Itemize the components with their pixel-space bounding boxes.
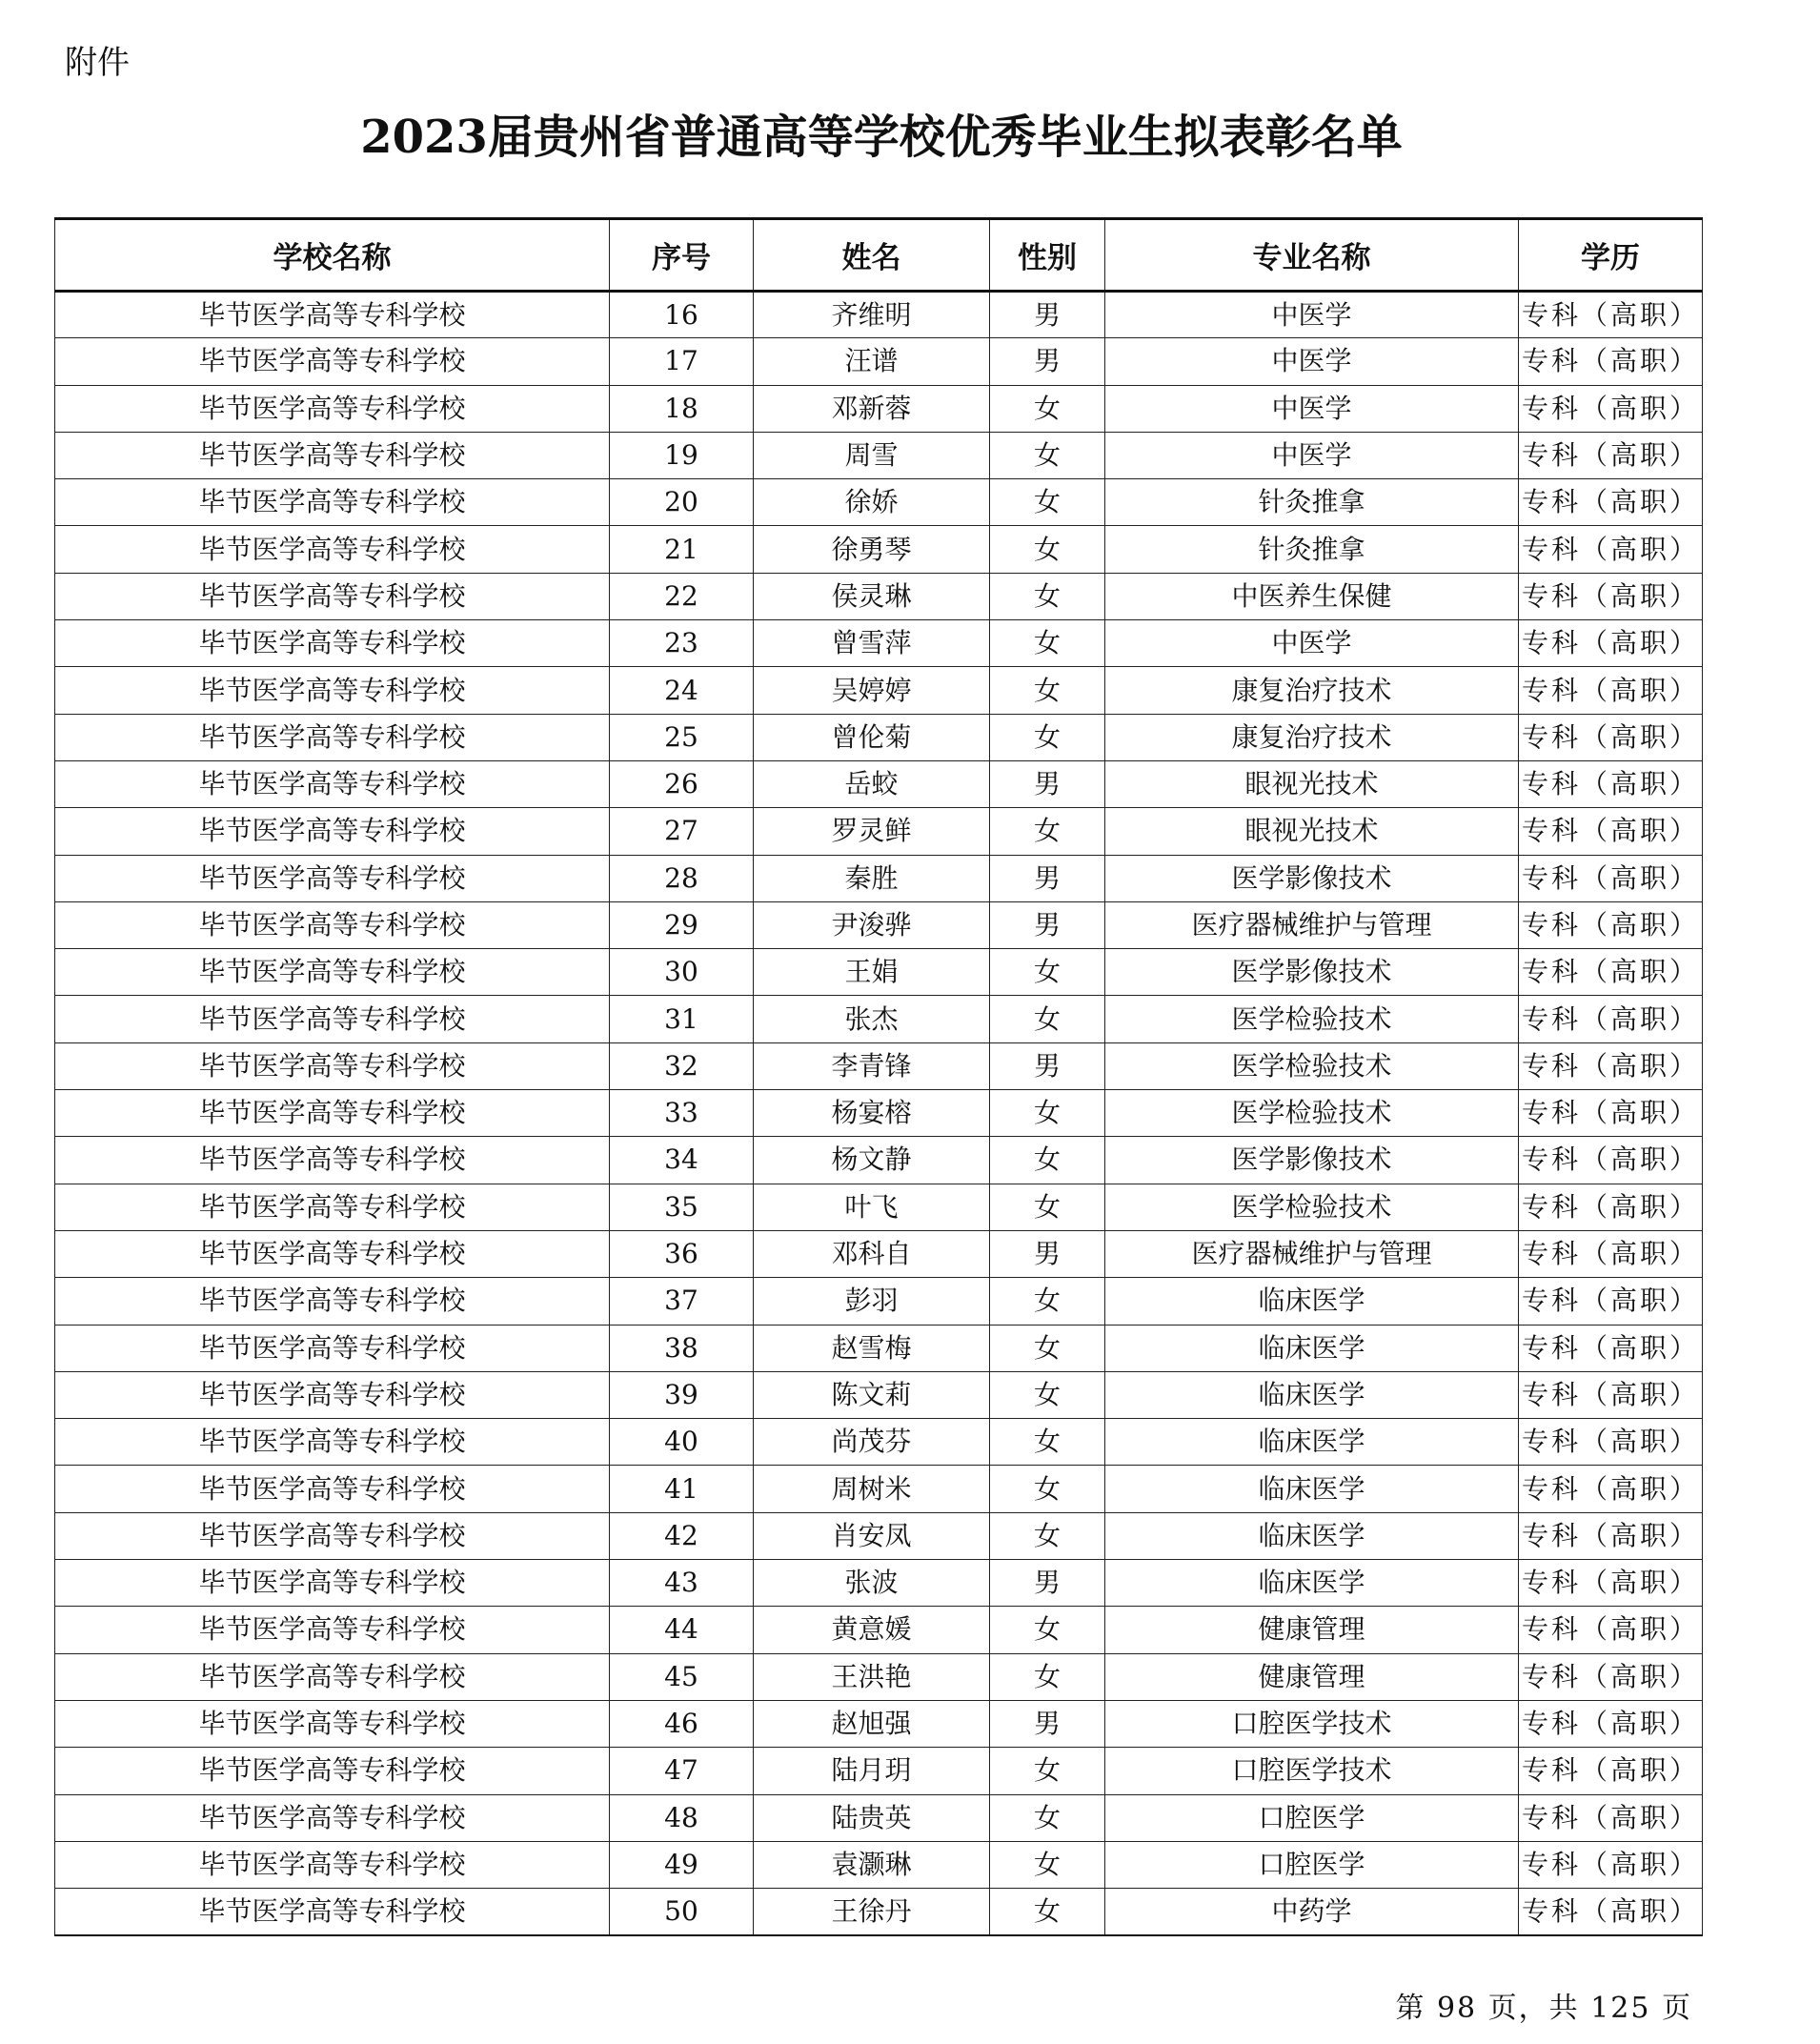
column-header-school: 学校名称 xyxy=(55,219,610,292)
table-row xyxy=(55,996,1703,1042)
cell-index: 31 xyxy=(610,996,754,1042)
cell-name: 王洪艳 xyxy=(754,1653,990,1700)
table-row xyxy=(55,1748,1703,1794)
cell-school: 毕节医学高等专科学校 xyxy=(55,1748,610,1794)
cell-name: 尚茂芬 xyxy=(754,1419,990,1466)
cell-name: 周树米 xyxy=(754,1466,990,1512)
cell-gender: 女 xyxy=(990,1371,1105,1418)
cell-index: 49 xyxy=(610,1841,754,1888)
table-row xyxy=(55,338,1703,385)
cell-school: 毕节医学高等专科学校 xyxy=(55,808,610,855)
column-header-name: 姓名 xyxy=(754,219,990,292)
table-row xyxy=(55,292,1703,338)
cell-name: 汪谱 xyxy=(754,338,990,385)
cell-major: 临床医学 xyxy=(1105,1560,1519,1607)
cell-index: 25 xyxy=(610,714,754,760)
cell-gender: 男 xyxy=(990,1560,1105,1607)
cell-major: 医学检验技术 xyxy=(1105,1090,1519,1137)
table-row xyxy=(55,1560,1703,1607)
cell-gender: 女 xyxy=(990,1841,1105,1888)
table-row xyxy=(55,432,1703,478)
cell-gender: 女 xyxy=(990,526,1105,573)
cell-school: 毕节医学高等专科学校 xyxy=(55,1278,610,1325)
cell-name: 杨文静 xyxy=(754,1137,990,1184)
table-row xyxy=(55,1137,1703,1184)
cell-name: 徐勇琴 xyxy=(754,526,990,573)
cell-gender: 女 xyxy=(990,620,1105,667)
cell-gender: 女 xyxy=(990,1137,1105,1184)
cell-gender: 女 xyxy=(990,1325,1105,1371)
cell-name: 杨宴榕 xyxy=(754,1090,990,1137)
cell-education: 专科（高职） xyxy=(1519,292,1703,338)
cell-major: 康复治疗技术 xyxy=(1105,667,1519,714)
column-header-gender: 性别 xyxy=(990,219,1105,292)
cell-name: 黄意媛 xyxy=(754,1607,990,1653)
cell-gender: 男 xyxy=(990,855,1105,901)
cell-education: 专科（高职） xyxy=(1519,901,1703,948)
cell-school: 毕节医学高等专科学校 xyxy=(55,479,610,526)
cell-school: 毕节医学高等专科学校 xyxy=(55,1700,610,1747)
cell-major: 医疗器械维护与管理 xyxy=(1105,901,1519,948)
cell-name: 陆月玥 xyxy=(754,1748,990,1794)
cell-index: 46 xyxy=(610,1700,754,1747)
cell-school: 毕节医学高等专科学校 xyxy=(55,385,610,432)
table-row xyxy=(55,385,1703,432)
cell-name: 岳蛟 xyxy=(754,760,990,807)
cell-index: 45 xyxy=(610,1653,754,1700)
cell-index: 21 xyxy=(610,526,754,573)
cell-education: 专科（高职） xyxy=(1519,1090,1703,1137)
cell-school: 毕节医学高等专科学校 xyxy=(55,1042,610,1089)
cell-school: 毕节医学高等专科学校 xyxy=(55,996,610,1042)
table-row xyxy=(55,1700,1703,1747)
cell-major: 医学检验技术 xyxy=(1105,1184,1519,1230)
column-header-index: 序号 xyxy=(610,219,754,292)
cell-gender: 男 xyxy=(990,901,1105,948)
cell-major: 健康管理 xyxy=(1105,1653,1519,1700)
cell-gender: 女 xyxy=(990,1512,1105,1559)
cell-index: 26 xyxy=(610,760,754,807)
cell-index: 40 xyxy=(610,1419,754,1466)
cell-name: 邓新蓉 xyxy=(754,385,990,432)
cell-name: 罗灵鲜 xyxy=(754,808,990,855)
cell-education: 专科（高职） xyxy=(1519,1466,1703,1512)
cell-major: 口腔医学 xyxy=(1105,1841,1519,1888)
column-header-education: 学历 xyxy=(1519,219,1703,292)
cell-major: 针灸推拿 xyxy=(1105,526,1519,573)
cell-school: 毕节医学高等专科学校 xyxy=(55,1512,610,1559)
cell-school: 毕节医学高等专科学校 xyxy=(55,1841,610,1888)
cell-gender: 男 xyxy=(990,338,1105,385)
cell-gender: 女 xyxy=(990,808,1105,855)
cell-name: 袁灏琳 xyxy=(754,1841,990,1888)
cell-name: 吴婷婷 xyxy=(754,667,990,714)
cell-school: 毕节医学高等专科学校 xyxy=(55,1137,610,1184)
table-row xyxy=(55,1371,1703,1418)
cell-gender: 女 xyxy=(990,1794,1105,1841)
cell-name: 徐娇 xyxy=(754,479,990,526)
cell-gender: 男 xyxy=(990,760,1105,807)
cell-major: 临床医学 xyxy=(1105,1466,1519,1512)
cell-name: 王徐丹 xyxy=(754,1889,990,1935)
cell-major: 临床医学 xyxy=(1105,1419,1519,1466)
table-row xyxy=(55,1325,1703,1371)
cell-index: 18 xyxy=(610,385,754,432)
cell-education: 专科（高职） xyxy=(1519,385,1703,432)
cell-gender: 女 xyxy=(990,1889,1105,1935)
cell-index: 33 xyxy=(610,1090,754,1137)
cell-gender: 男 xyxy=(990,1700,1105,1747)
cell-major: 眼视光技术 xyxy=(1105,760,1519,807)
cell-index: 32 xyxy=(610,1042,754,1089)
cell-gender: 女 xyxy=(990,1653,1105,1700)
cell-education: 专科（高职） xyxy=(1519,526,1703,573)
cell-education: 专科（高职） xyxy=(1519,949,1703,996)
cell-name: 肖安凤 xyxy=(754,1512,990,1559)
table-row xyxy=(55,1607,1703,1653)
cell-education: 专科（高职） xyxy=(1519,1607,1703,1653)
cell-gender: 女 xyxy=(990,1466,1105,1512)
cell-index: 44 xyxy=(610,1607,754,1653)
table-row xyxy=(55,808,1703,855)
cell-name: 张杰 xyxy=(754,996,990,1042)
cell-name: 陈文莉 xyxy=(754,1371,990,1418)
cell-education: 专科（高职） xyxy=(1519,1794,1703,1841)
cell-major: 中医学 xyxy=(1105,432,1519,478)
cell-gender: 男 xyxy=(990,1042,1105,1089)
cell-name: 陆贵英 xyxy=(754,1794,990,1841)
cell-index: 22 xyxy=(610,573,754,619)
cell-index: 28 xyxy=(610,855,754,901)
cell-education: 专科（高职） xyxy=(1519,1371,1703,1418)
cell-school: 毕节医学高等专科学校 xyxy=(55,1230,610,1277)
cell-major: 中医学 xyxy=(1105,385,1519,432)
cell-major: 口腔医学技术 xyxy=(1105,1748,1519,1794)
cell-school: 毕节医学高等专科学校 xyxy=(55,1466,610,1512)
cell-school: 毕节医学高等专科学校 xyxy=(55,760,610,807)
cell-education: 专科（高职） xyxy=(1519,1512,1703,1559)
cell-major: 中药学 xyxy=(1105,1889,1519,1935)
table-row xyxy=(55,620,1703,667)
cell-name: 张波 xyxy=(754,1560,990,1607)
table-row xyxy=(55,1419,1703,1466)
cell-education: 专科（高职） xyxy=(1519,667,1703,714)
cell-education: 专科（高职） xyxy=(1519,1841,1703,1888)
cell-name: 彭羽 xyxy=(754,1278,990,1325)
cell-gender: 女 xyxy=(990,996,1105,1042)
column-header-major: 专业名称 xyxy=(1105,219,1519,292)
cell-major: 临床医学 xyxy=(1105,1325,1519,1371)
cell-school: 毕节医学高等专科学校 xyxy=(55,620,610,667)
cell-education: 专科（高职） xyxy=(1519,432,1703,478)
cell-index: 30 xyxy=(610,949,754,996)
cell-name: 曾伦菊 xyxy=(754,714,990,760)
cell-major: 中医学 xyxy=(1105,292,1519,338)
cell-major: 医疗器械维护与管理 xyxy=(1105,1230,1519,1277)
cell-index: 16 xyxy=(610,292,754,338)
cell-major: 康复治疗技术 xyxy=(1105,714,1519,760)
cell-index: 19 xyxy=(610,432,754,478)
roster-table-body xyxy=(55,292,1703,1935)
table-row xyxy=(55,1794,1703,1841)
cell-education: 专科（高职） xyxy=(1519,1042,1703,1089)
cell-major: 医学影像技术 xyxy=(1105,855,1519,901)
cell-name: 李青锋 xyxy=(754,1042,990,1089)
table-row xyxy=(55,855,1703,901)
cell-index: 41 xyxy=(610,1466,754,1512)
cell-school: 毕节医学高等专科学校 xyxy=(55,1371,610,1418)
table-row xyxy=(55,1230,1703,1277)
cell-name: 邓科自 xyxy=(754,1230,990,1277)
cell-school: 毕节医学高等专科学校 xyxy=(55,1184,610,1230)
table-row xyxy=(55,714,1703,760)
cell-gender: 男 xyxy=(990,1230,1105,1277)
cell-school: 毕节医学高等专科学校 xyxy=(55,1560,610,1607)
cell-major: 口腔医学技术 xyxy=(1105,1700,1519,1747)
cell-gender: 女 xyxy=(990,385,1105,432)
table-row xyxy=(55,1184,1703,1230)
cell-school: 毕节医学高等专科学校 xyxy=(55,1794,610,1841)
cell-index: 38 xyxy=(610,1325,754,1371)
table-row xyxy=(55,1841,1703,1888)
table-row xyxy=(55,1042,1703,1089)
cell-gender: 女 xyxy=(990,432,1105,478)
cell-school: 毕节医学高等专科学校 xyxy=(55,1653,610,1700)
table-row xyxy=(55,949,1703,996)
cell-name: 王娟 xyxy=(754,949,990,996)
cell-education: 专科（高职） xyxy=(1519,1184,1703,1230)
cell-education: 专科（高职） xyxy=(1519,1325,1703,1371)
cell-school: 毕节医学高等专科学校 xyxy=(55,714,610,760)
cell-major: 医学检验技术 xyxy=(1105,1042,1519,1089)
cell-education: 专科（高职） xyxy=(1519,1278,1703,1325)
cell-gender: 女 xyxy=(990,1607,1105,1653)
cell-gender: 女 xyxy=(990,1090,1105,1137)
cell-index: 48 xyxy=(610,1794,754,1841)
cell-school: 毕节医学高等专科学校 xyxy=(55,949,610,996)
cell-education: 专科（高职） xyxy=(1519,1560,1703,1607)
cell-gender: 女 xyxy=(990,573,1105,619)
cell-index: 42 xyxy=(610,1512,754,1559)
cell-education: 专科（高职） xyxy=(1519,808,1703,855)
table-row xyxy=(55,1653,1703,1700)
cell-education: 专科（高职） xyxy=(1519,1748,1703,1794)
cell-index: 20 xyxy=(610,479,754,526)
attachment-label: 附件 xyxy=(65,44,130,82)
cell-index: 23 xyxy=(610,620,754,667)
cell-index: 37 xyxy=(610,1278,754,1325)
cell-school: 毕节医学高等专科学校 xyxy=(55,1090,610,1137)
table-row xyxy=(55,1278,1703,1325)
cell-name: 周雪 xyxy=(754,432,990,478)
cell-gender: 女 xyxy=(990,949,1105,996)
cell-gender: 男 xyxy=(990,292,1105,338)
cell-education: 专科（高职） xyxy=(1519,573,1703,619)
cell-major: 针灸推拿 xyxy=(1105,479,1519,526)
cell-gender: 女 xyxy=(990,1184,1105,1230)
cell-school: 毕节医学高等专科学校 xyxy=(55,338,610,385)
cell-name: 齐维明 xyxy=(754,292,990,338)
cell-major: 医学影像技术 xyxy=(1105,1137,1519,1184)
cell-education: 专科（高职） xyxy=(1519,996,1703,1042)
cell-major: 中医学 xyxy=(1105,620,1519,667)
cell-index: 43 xyxy=(610,1560,754,1607)
cell-major: 口腔医学 xyxy=(1105,1794,1519,1841)
cell-education: 专科（高职） xyxy=(1519,479,1703,526)
cell-school: 毕节医学高等专科学校 xyxy=(55,901,610,948)
cell-education: 专科（高职） xyxy=(1519,760,1703,807)
table-row xyxy=(55,479,1703,526)
cell-education: 专科（高职） xyxy=(1519,338,1703,385)
document-title: 2023届贵州省普通高等学校优秀毕业生拟表彰名单 xyxy=(360,111,1403,164)
cell-education: 专科（高职） xyxy=(1519,714,1703,760)
cell-index: 39 xyxy=(610,1371,754,1418)
cell-gender: 女 xyxy=(990,479,1105,526)
cell-gender: 女 xyxy=(990,1278,1105,1325)
cell-education: 专科（高职） xyxy=(1519,1230,1703,1277)
table-header-row xyxy=(55,219,1703,292)
cell-gender: 女 xyxy=(990,667,1105,714)
table-row xyxy=(55,1466,1703,1512)
cell-index: 36 xyxy=(610,1230,754,1277)
cell-education: 专科（高职） xyxy=(1519,1889,1703,1935)
cell-school: 毕节医学高等专科学校 xyxy=(55,667,610,714)
cell-school: 毕节医学高等专科学校 xyxy=(55,1607,610,1653)
cell-school: 毕节医学高等专科学校 xyxy=(55,526,610,573)
table-row xyxy=(55,901,1703,948)
cell-major: 临床医学 xyxy=(1105,1371,1519,1418)
cell-school: 毕节医学高等专科学校 xyxy=(55,1325,610,1371)
cell-index: 35 xyxy=(610,1184,754,1230)
cell-school: 毕节医学高等专科学校 xyxy=(55,855,610,901)
table-row xyxy=(55,573,1703,619)
table-row xyxy=(55,526,1703,573)
cell-education: 专科（高职） xyxy=(1519,1700,1703,1747)
table-row xyxy=(55,667,1703,714)
cell-major: 中医学 xyxy=(1105,338,1519,385)
cell-major: 眼视光技术 xyxy=(1105,808,1519,855)
cell-school: 毕节医学高等专科学校 xyxy=(55,432,610,478)
cell-index: 27 xyxy=(610,808,754,855)
cell-major: 医学检验技术 xyxy=(1105,996,1519,1042)
cell-index: 29 xyxy=(610,901,754,948)
cell-education: 专科（高职） xyxy=(1519,1137,1703,1184)
cell-name: 赵旭强 xyxy=(754,1700,990,1747)
cell-index: 24 xyxy=(610,667,754,714)
cell-name: 尹浚骅 xyxy=(754,901,990,948)
cell-major: 健康管理 xyxy=(1105,1607,1519,1653)
cell-index: 50 xyxy=(610,1889,754,1935)
cell-name: 曾雪萍 xyxy=(754,620,990,667)
roster-table-container xyxy=(54,217,1702,1936)
cell-name: 侯灵琳 xyxy=(754,573,990,619)
cell-index: 34 xyxy=(610,1137,754,1184)
cell-gender: 女 xyxy=(990,1419,1105,1466)
cell-name: 赵雪梅 xyxy=(754,1325,990,1371)
table-row xyxy=(55,1889,1703,1935)
cell-name: 叶飞 xyxy=(754,1184,990,1230)
cell-major: 临床医学 xyxy=(1105,1278,1519,1325)
cell-school: 毕节医学高等专科学校 xyxy=(55,292,610,338)
roster-table xyxy=(54,217,1703,1936)
cell-index: 17 xyxy=(610,338,754,385)
cell-education: 专科（高职） xyxy=(1519,1653,1703,1700)
cell-education: 专科（高职） xyxy=(1519,855,1703,901)
cell-school: 毕节医学高等专科学校 xyxy=(55,1419,610,1466)
cell-gender: 女 xyxy=(990,714,1105,760)
cell-major: 医学影像技术 xyxy=(1105,949,1519,996)
table-row xyxy=(55,1512,1703,1559)
cell-school: 毕节医学高等专科学校 xyxy=(55,573,610,619)
cell-index: 47 xyxy=(610,1748,754,1794)
cell-school: 毕节医学高等专科学校 xyxy=(55,1889,610,1935)
page-number: 第 98 页，共 125 页 xyxy=(1395,1992,1692,2025)
table-row xyxy=(55,760,1703,807)
table-row xyxy=(55,1090,1703,1137)
cell-major: 临床医学 xyxy=(1105,1512,1519,1559)
cell-education: 专科（高职） xyxy=(1519,1419,1703,1466)
cell-name: 秦胜 xyxy=(754,855,990,901)
cell-education: 专科（高职） xyxy=(1519,620,1703,667)
cell-major: 中医养生保健 xyxy=(1105,573,1519,619)
cell-gender: 女 xyxy=(990,1748,1105,1794)
